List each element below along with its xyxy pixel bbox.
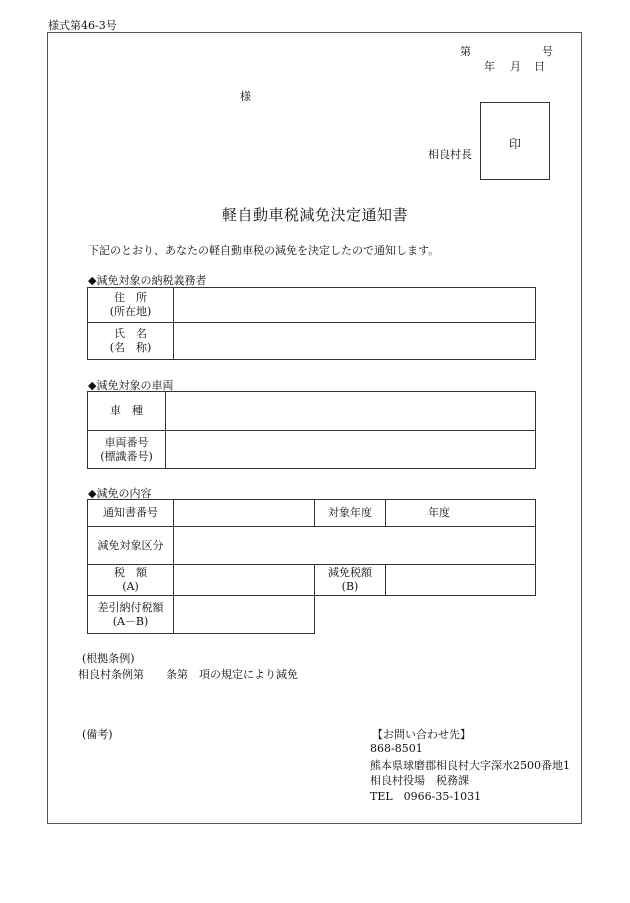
- target-year-value[interactable]: [386, 500, 536, 527]
- seal-mark: 印: [509, 137, 522, 151]
- section2-heading: ◆減免対象の車両: [88, 379, 174, 392]
- vehicle-table: [87, 391, 536, 469]
- addressee-suffix: 様: [240, 90, 251, 103]
- plate-value[interactable]: [166, 431, 536, 469]
- contact-office: 相良村役場 税務課: [370, 774, 469, 787]
- tax-label: 税 額 (A): [88, 565, 174, 596]
- contact-heading: 【お問い合わせ先】: [372, 728, 471, 741]
- remarks-heading: (備考): [82, 728, 113, 741]
- exempt-value[interactable]: [386, 565, 536, 596]
- section1-heading: ◆減免対象の納税義務者: [88, 274, 207, 287]
- tax-value[interactable]: [174, 565, 315, 596]
- date-month: 月: [510, 60, 521, 73]
- section3-heading: ◆減免の内容: [88, 487, 152, 500]
- contact-postal: 868-8501: [370, 742, 423, 755]
- basis-heading: (根拠条例): [82, 652, 135, 665]
- plate-label: 車両番号 (標識番号): [88, 431, 166, 469]
- vehicle-type-label: 車 種: [88, 392, 166, 431]
- mayor-title: 相良村長: [428, 148, 472, 161]
- balance-label: 差引納付税額 (A－B): [88, 596, 174, 634]
- notice-number-value[interactable]: [174, 500, 315, 527]
- balance-value[interactable]: [174, 596, 315, 634]
- form-number: 様式第46-3号: [48, 19, 117, 32]
- document-title: 軽自動車税減免決定通知書: [222, 206, 409, 224]
- name-label: 氏 名 (名 称): [88, 323, 174, 360]
- contact-address: 熊本県球磨郡相良村大字深水2500番地1: [370, 759, 570, 772]
- category-value[interactable]: [174, 527, 536, 565]
- basis-text: 相良村条例第 条第 項の規定により減免: [78, 668, 298, 681]
- address-label: 住 所 (所在地): [88, 288, 174, 323]
- intro-text: 下記のとおり、あなたの軽自動車税の減免を決定したので通知します。: [88, 244, 440, 257]
- target-year-label: 対象年度: [315, 500, 386, 527]
- address-value[interactable]: [174, 288, 536, 323]
- number-prefix: 第: [460, 45, 471, 58]
- vehicle-type-value[interactable]: [166, 392, 536, 431]
- date-day: 日: [534, 60, 545, 73]
- empty-cell: [315, 596, 536, 634]
- number-suffix: 号: [542, 45, 553, 58]
- exemption-table: [87, 499, 536, 634]
- name-value[interactable]: [174, 323, 536, 360]
- date-year: 年: [484, 60, 495, 73]
- notice-number-label: 通知書番号: [88, 500, 174, 527]
- taxpayer-table: [87, 287, 536, 360]
- year-unit: 年度: [428, 506, 450, 519]
- exempt-label: 減免税額 (B): [315, 565, 386, 596]
- contact-tel: TEL 0966-35-1031: [370, 790, 482, 803]
- category-label: 減免対象区分: [88, 527, 174, 565]
